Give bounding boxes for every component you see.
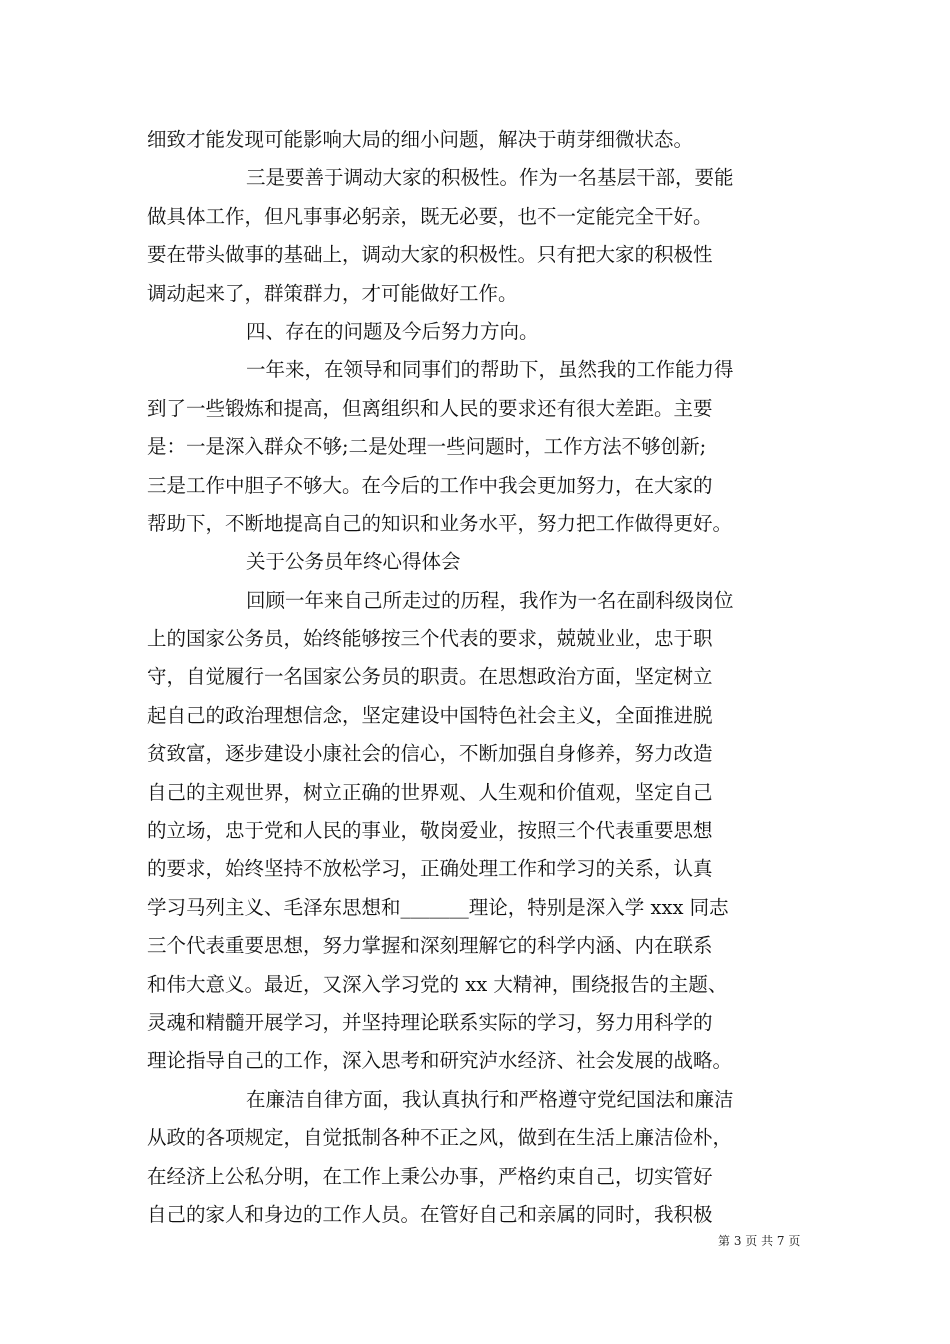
text-line: 细致才能发现可能影响大局的细小问题，解决于萌芽细微状态。 [147, 128, 694, 151]
text-line: 学习马列主义、毛泽东思想和_______理论，特别是深入学 xxx 同志 [147, 895, 729, 919]
text-line: 到了一些锻炼和提高，但离组织和人民的要求还有很大差距。主要 [147, 396, 713, 420]
page-number: 第 3 页 共 7 页 [718, 1234, 801, 1248]
text-line: 的要求，始终坚持不放松学习，正确处理工作和学习的关系，认真 [147, 857, 713, 881]
text-line: 在廉洁自律方面，我认真执行和严格遵守党纪国法和廉洁 [246, 1087, 734, 1111]
text-line: 做具体工作，但凡事事必躬亲，既无必要，也不一定能完全干好。 [147, 204, 713, 228]
text-line: 在经济上公私分明，在工作上秉公办事，严格约束自己，切实管好 [147, 1164, 713, 1188]
text-line: 灵魂和精髓开展学习，并坚持理论联系实际的学习，努力用科学的 [147, 1010, 713, 1034]
text-line: 关于公务员年终心得体会 [246, 550, 461, 574]
text-line: 调动起来了，群策群力，才可能做好工作。 [147, 281, 518, 305]
text-line: 守，自觉履行一名国家公务员的职责。在思想政治方面，坚定树立 [147, 665, 713, 689]
text-line: 三是要善于调动大家的积极性。作为一名基层干部，要能 [246, 166, 734, 190]
text-line: 理论指导自己的工作，深入思考和研究泸水经济、社会发展的战略。 [147, 1049, 733, 1073]
text-line: 是：一是深入群众不够;二是处理一些问题时，工作方法不够创新; [147, 435, 707, 459]
text-line: 从政的各项规定，自觉抵制各种不正之风，做到在生活上廉洁俭朴， [147, 1126, 733, 1150]
body-text [147, 121, 817, 1234]
text-line: 的立场，忠于党和人民的事业，敬岗爱业，按照三个代表重要思想 [147, 819, 713, 843]
text-line: 要在带头做事的基础上，调动大家的积极性。只有把大家的积极性 [147, 243, 713, 267]
text-line: 四、存在的问题及今后努力方向。 [246, 319, 539, 343]
text-line: 一年来，在领导和同事们的帮助下，虽然我的工作能力得 [246, 358, 734, 382]
text-line: 自己的主观世界，树立正确的世界观、人生观和价值观，坚定自己 [147, 780, 713, 804]
text-line: 三是工作中胆子不够大。在今后的工作中我会更加努力，在大家的 [147, 473, 713, 497]
text-line: 回顾一年来自己所走过的历程，我作为一名在副科级岗位 [246, 588, 734, 612]
text-line: 起自己的政治理想信念，坚定建设中国特色社会主义，全面推进脱 [147, 703, 713, 727]
text-line: 贫致富，逐步建设小康社会的信心，不断加强自身修养，努力改造 [147, 742, 713, 766]
text-line: 上的国家公务员，始终能够按三个代表的要求，兢兢业业，忠于职 [147, 627, 713, 651]
text-line: 和伟大意义。最近，又深入学习党的 xx 大精神，围绕报告的主题、 [147, 972, 728, 996]
text-line: 三个代表重要思想，努力掌握和深刻理解它的科学内涵、内在联系 [147, 934, 713, 958]
text-line: 自己的家人和身边的工作人员。在管好自己和亲属的同时，我积极 [147, 1202, 713, 1226]
text-line: 帮助下，不断地提高自己的知识和业务水平，努力把工作做得更好。 [147, 511, 733, 535]
